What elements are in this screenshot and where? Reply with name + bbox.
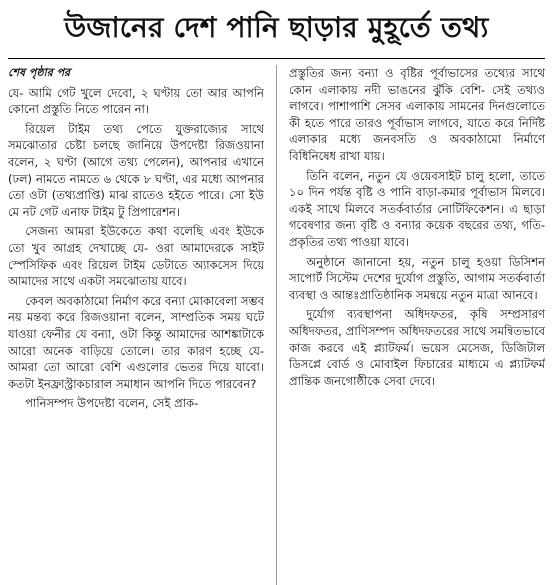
article-body [8,65,545,585]
headline: উজানের দেশ পানি ছাড়ার মুহূর্তে তথ্য [64,11,489,44]
paragraph: প্রস্তুতির জন্য বন্যা ও বৃষ্টির পূর্বাভাসের তথ্যের সাথে কোন এলাকায় নদী ভাঙনের ঝুঁকি বেশি- সেই তথ্যও লাগবে। পাশাপাশি সেসব এলাকায় সামনের দিনগুলোতে কী হতে পারে তারও পূর্বাভাস লাগবে, যাতে করে নির্দিষ্ট এলাকার মধ্যে জনবসতি ও অবকাঠামো নির্মাণে বিধিনিষেধ রাখা যায়। [289,66,545,163]
paragraph: যে- আমি গেট খুলে দেবো, ২ ঘণ্টায় তো আর আপনি কোনো প্রস্তুতি নিতে পারেন না। [8,85,264,117]
paragraph: পানিসম্পদ উপদেষ্টা বলেন, সেই প্রাক- [25,396,199,411]
headline-rule [8,58,545,59]
paragraph: সেজন্য আমরা ইউকেতে কথা বলেছি এবং ইউকে তো খুব আগ্রহ দেখাচ্ছে যে- ওরা আমাদেরকে সাইট স্পেসিফিক এবং রিয়েল টাইম ডেটাতে অ্যাকসেস দিয়ে আমাদের সাথে একটা সমঝোতায় যাবে। [8,224,264,289]
column-divider [276,65,277,585]
paragraph: কেবল অবকাঠামো নির্মাণ করে বন্যা মোকাবেলা সম্ভব নয় মন্তব্য করে রিজওয়ানা বলেন, সাম্প্রতিক সময় ঘটে যাওয়া ফেনীর যে বন্যা, ওটা কিন্তু আমাদের আশঙ্কাটাকে আরো অনেক বাড়িয়ে তোলে। তার কারণ হচ্ছে যে- আমরা তো আরো বেশি এগুলোর ভেতর দিয়ে যাবো। কতটা ইনফ্রাস্ট্রাকচারাল সমাধান আপনি দিতে পারবেন? [8,293,264,391]
left-column [8,65,264,585]
paragraph: অনুষ্ঠানে জানানো হয়, নতুন চালু হওয়া ডিসিশন সাপোর্ট সিস্টেম দেশের দুর্যোগ প্রস্তুতি, আগাম সতর্কবার্তা ব্যবস্থা ও আন্তঃপ্রাতিষ্ঠানিক সমন্বয়ে নতুন মাত্রা আনবে। [289,254,545,302]
paragraph: তিনি বলেন, নতুন যে ওয়েবসাইট চালু হলো, তাতে ১০ দিন পর্যন্ত বৃষ্টি ও পানি বাড়া-কমার পূর্বাভাস মিলবে। একই সাথে মিলবে সতর্কবার্তার নোটিফিকেশন। এ ছাড়া গবেষণার জন্য বৃষ্টি ও বন্যার কয়েক বছরের তথ্য, গতি-প্রকৃতির তথ্য পাওয়া যাবে। [289,168,545,249]
continued-label: শেষ পৃষ্ঠার পর [8,66,71,79]
right-column [289,65,545,585]
paragraph: রিয়েল টাইম তথ্য পেতে যুক্তরাজ্যের সাথে সমঝোতার চেষ্টা চলছে জানিয়ে উপদেষ্টা রিজওয়ানা বলেন, ২ ঘণ্টা (আগে তথ্য পেলেন), আপনার এখানে (ঢল) নামতে নামতে ৬ থেকে ৮ ঘণ্টা, এর মধ্যে আপনার তো ওটা (তথ্যপ্রাপ্তি) মাঝ রাতেও হইতে পারে। সো ইউ মে নট গেট এনাফ টাইম টু প্রিপারেশন। [8,121,264,219]
paragraph: দুর্যোগ ব্যবস্থাপনা অধিদফতর, কৃষি সম্প্রসারণ অধিদফতর, প্রাণিসম্পদ অধিদফতরের সাথে সমন্বিতভাবে কাজ করবে এই প্ল্যাটফর্ম। ভয়েস মেসেজ, ডিজিটাল ডিসপ্লে বোর্ড ও মোবাইল ফিচারের মাধ্যমে এ প্ল্যাটফর্ম প্রান্তিক জনগোষ্ঠীকে সেবা দেবে। [289,307,545,388]
